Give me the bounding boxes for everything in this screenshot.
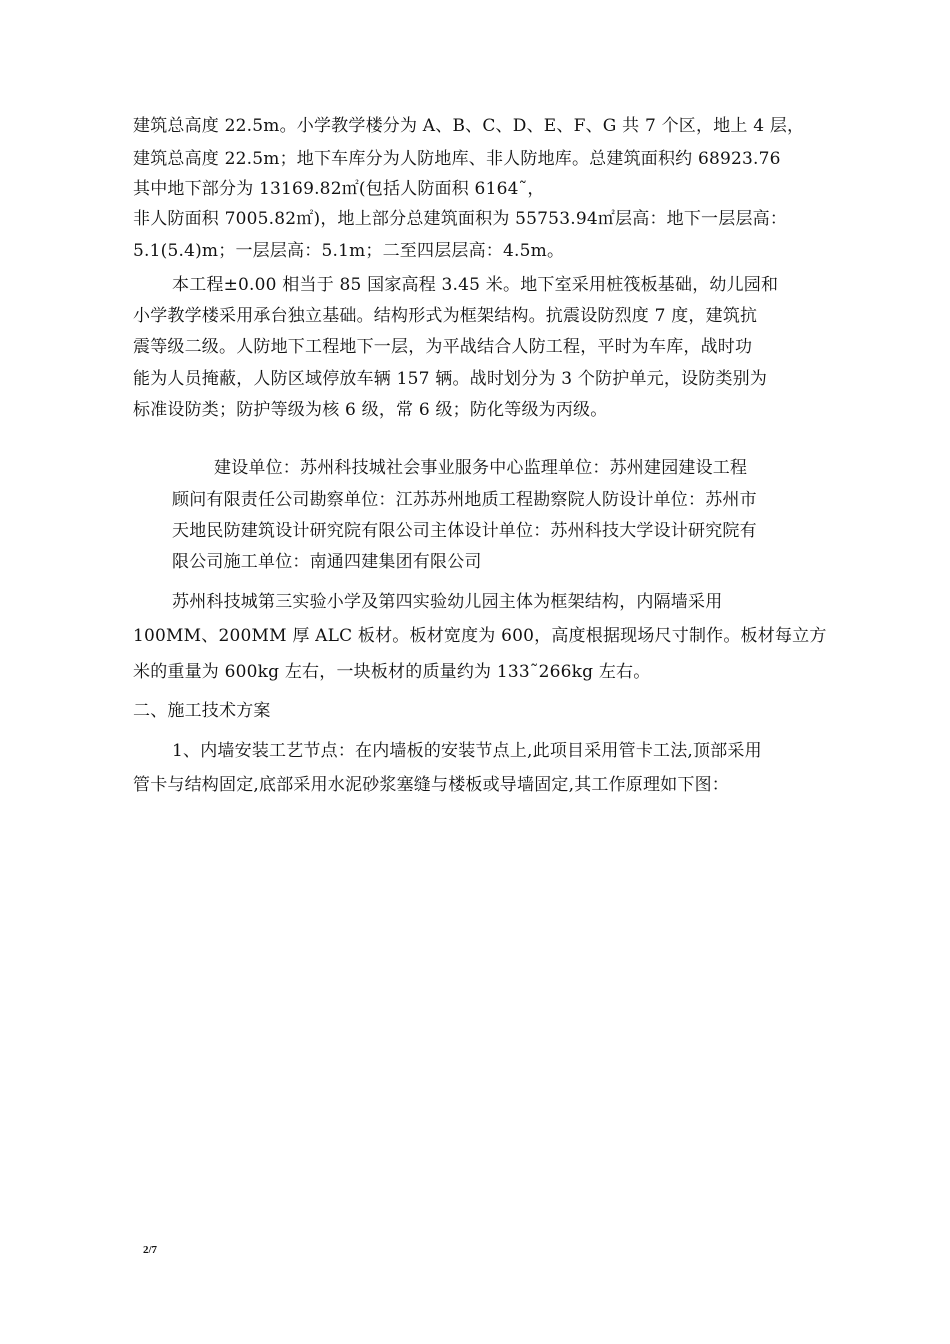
section-heading: 二、施工技术方案 <box>133 701 271 721</box>
text-line: 限公司施工单位：南通四建集团有限公司 <box>172 552 482 572</box>
text-line: 5.1(5.4)m；一层层高：5.1m；二至四层层高：4.5m。 <box>133 241 565 261</box>
text-line: 本工程±0.00 相当于 85 国家高程 3.45 米。地下室采用桩筏板基础，幼儿园和 <box>172 275 779 295</box>
text-line: 建筑总高度 22.5m。小学教学楼分为 A、B、C、D、E、F、G 共 7 个区，地上 4 层， <box>133 116 805 136</box>
text-line: 小学教学楼采用承台独立基础。结构形式为框架结构。抗震设防烈度 7 度，建筑抗 <box>133 306 758 326</box>
text-line: 非人防面积 7005.82㎡)，地上部分总建筑面积为 55753.94㎡层高：地下一层层高： <box>133 209 788 229</box>
text-line: 管卡与结构固定,底部采用水泥砂浆塞缝与楼板或导墙固定,其工作原理如下图： <box>133 775 730 795</box>
text-line: 震等级二级。人防地下工程地下一层，为平战结合人防工程，平时为车库，战时功 <box>133 337 753 357</box>
text-line: 1、内墙安装工艺节点：在内墙板的安装节点上,此项目采用管卡工法,顶部采用 <box>172 741 762 761</box>
text-line: 米的重量为 600kg 左右，一块板材的质量约为 133˜266kg 左右。 <box>133 662 651 682</box>
text-line: 苏州科技城第三实验小学及第四实验幼儿园主体为框架结构，内隔墙采用 <box>172 592 723 612</box>
text-line: 建设单位：苏州科技城社会事业服务中心监理单位：苏州建园建设工程 <box>214 458 748 478</box>
text-line: 能为人员掩蔽，人防区域停放车辆 157 辆。战时划分为 3 个防护单元，设防类别为 <box>133 369 768 389</box>
text-line: 顾问有限责任公司勘察单位：江苏苏州地质工程勘察院人防设计单位：苏州市 <box>172 490 757 510</box>
text-line: 建筑总高度 22.5m；地下车库分为人防地库、非人防地库。总建筑面积约 68923.76 <box>133 149 781 169</box>
text-line: 100MM、200MM 厚 ALC 板材。板材宽度为 600，高度根据现场尺寸制作。板材每立方 <box>133 626 827 646</box>
text-line: 天地民防建筑设计研究院有限公司主体设计单位：苏州科技大学设计研究院有 <box>172 521 757 541</box>
page-number: 2/7 <box>143 1244 158 1256</box>
text-line: 其中地下部分为 13169.82㎡(包括人防面积 6164˜， <box>133 179 545 199</box>
text-line: 标准设防类；防护等级为核 6 级，常 6 级；防化等级为丙级。 <box>133 400 608 420</box>
